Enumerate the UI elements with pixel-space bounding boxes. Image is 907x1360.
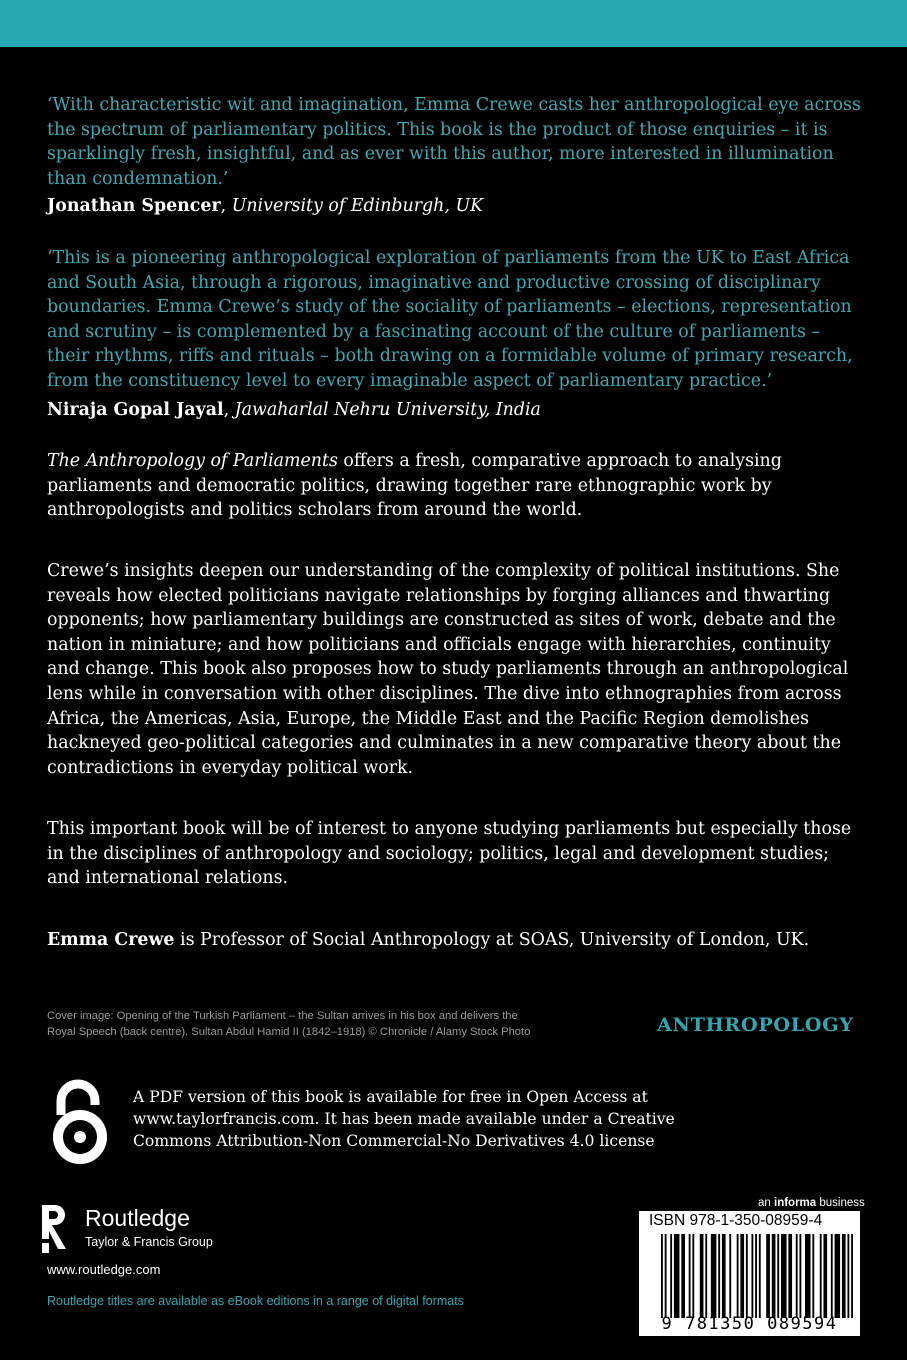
endorsement-1-text: ‘With characteristic wit and imagination, Emma Crewe casts her anthropological eye across the spectrum of parliamentary politics. This book is the product of those enquiries – it is sparklingly fresh, insightful, and as ever with this author, more interested in illumination than condemnation.’: [47, 95, 861, 189]
barcode-bars: [661, 1234, 853, 1318]
open-access-line-1: A PDF version of this book is available for free in Open Access at: [133, 1088, 648, 1106]
endorsement-1-attribution: Jonathan Spencer, University of Edinburgh, UK: [47, 196, 484, 217]
description-paragraph-1-text: offers a fresh, comparative approach to analysing parliaments and democratic politics, drawing together rare ethnographic work by anthropologists and politics scholars from around the world.: [47, 451, 782, 521]
publisher-group: Taylor & Francis Group: [85, 1235, 213, 1249]
informa-prefix: an: [758, 1197, 774, 1209]
informa-suffix: business: [816, 1197, 865, 1209]
isbn-label: ISBN 978-1-350-08959-4: [649, 1212, 823, 1229]
description-paragraph-1: [47, 449, 862, 523]
author-name: Emma Crewe: [47, 930, 175, 950]
open-access-line-2: www.taylorfrancis.com. It has been made available under a Creative: [133, 1110, 675, 1128]
book-title: The Anthropology of Parliaments: [47, 451, 338, 471]
subject-category: ANTHROPOLOGY: [657, 1014, 854, 1036]
description-paragraph-3: This important book will be of interest to anyone studying parliaments but especially those in the disciplines of anthropology and sociology; politics, legal and development studies; and international relations.: [47, 819, 852, 889]
description-paragraph-2: Crewe’s insights deepen our understanding of the complexity of political institutions. She reveals how elected politicians navigate relationships by forging alliances and thwarting opponents; how parliamentary buildings are constructed as sites of work, debate and the nation in miniature; and how politicians and officials engage with hierarchies, continuity and change. This book also proposes how to study parliaments through an anthropological lens while in conversation with other disciplines. The dive into ethnographies from across Africa, the Americas, Asia, Europe, the Middle East and the Pacific Region demolishes hackneyed geo-political categories and culminates in a new comparative theory about the contradictions in everyday political work.: [47, 561, 849, 778]
endorsement-2: [47, 246, 862, 422]
endorsement-1-affiliation: University of Edinburgh, UK: [231, 196, 484, 217]
open-access-notice: [133, 1086, 753, 1152]
cover-caption-line-2: Royal Speech (back centre). Sultan Abdul Hamid II (1842–1918) © Chronicle / Alamy Stock Photo: [47, 1025, 531, 1038]
informa-brand: informa: [774, 1197, 817, 1209]
publisher-website[interactable]: www.routledge.com: [47, 1262, 161, 1277]
endorsement-1: [47, 93, 862, 219]
open-access-icon: [47, 1075, 113, 1167]
cover-caption-line-1: Cover image: Opening of the Turkish Parliament – the Sultan arrives in his box and delivers the: [47, 1010, 518, 1022]
top-accent-band: [0, 0, 907, 47]
endorsement-1-author: Jonathan Spencer: [47, 196, 221, 217]
isbn-barcode: [639, 1211, 860, 1336]
cover-image-caption: [47, 1009, 607, 1040]
barcode-digits: 9 781350 089594: [661, 1314, 838, 1334]
author-bio-text: is Professor of Social Anthropology at SOAS, University of London, UK.: [174, 930, 810, 950]
ebook-note: Routledge titles are available as eBook editions in a range of digital formats: [47, 1294, 464, 1308]
endorsement-2-attribution: Niraja Gopal Jayal, Jawaharlal Nehru University, India: [47, 399, 541, 420]
endorsement-2-text: ‘This is a pioneering anthropological exploration of parliaments from the UK to East Africa and South Asia, through a rigorous, imaginative and productive crossing of disciplinary boundaries. Emma Crewe’s study of the sociality of parliaments – elections, representation and scrutiny – is complemented by a fascinating account of the culture of parliaments – their rhythms, riffs and rituals – both drawing on a formidable volume of primary research, from the constituency level to every imaginable aspect of parliamentary practice.’: [47, 248, 853, 391]
author-bio: [47, 928, 862, 953]
open-access-line-3: Commons Attribution-Non Commercial-No Derivatives 4.0 license: [133, 1132, 655, 1150]
routledge-r-icon: [42, 1205, 66, 1253]
endorsement-2-author: Niraja Gopal Jayal: [47, 399, 224, 420]
endorsement-2-affiliation: Jawaharlal Nehru University, India: [234, 399, 541, 420]
informa-tagline: [758, 1197, 865, 1209]
publisher-name: Routledge: [85, 1205, 190, 1231]
